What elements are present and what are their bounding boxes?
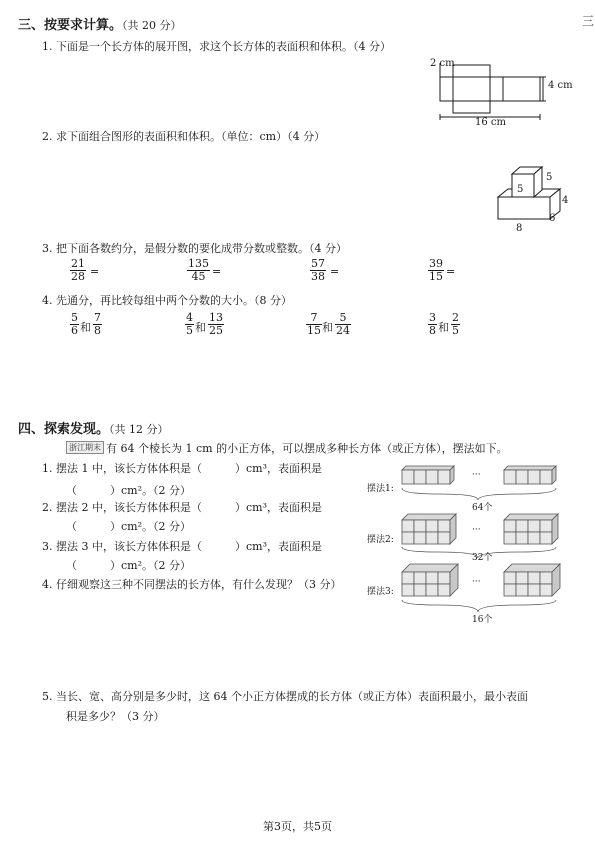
q4-pair4-b: $\frac{2}{5}$ <box>452 311 459 337</box>
s4-q1-line1: 1. 摆法 1 中，该长方体体积是（ ）cm³，表面积是 <box>42 462 322 475</box>
method3-count: 16个 <box>472 615 493 625</box>
method3-dots: ··· <box>472 577 481 587</box>
q4-pair1-b: $\frac{7}{8}$ <box>94 311 101 337</box>
solid-dim-cube-front: 5 <box>517 184 524 195</box>
q4-pair3-b: $\frac{5}{24}$ <box>336 311 350 337</box>
method1-label: 摆法1: <box>367 484 394 494</box>
method2-label: 摆法2: <box>367 535 394 545</box>
s4-q2-line1: 2. 摆法 2 中，该长方体体积是（ ）cm³，表面积是 <box>42 501 322 514</box>
q3-text: 3. 把下面各数约分，是假分数的要化成带分数或整数。（4 分） <box>42 242 347 255</box>
q2-text: 2. 求下面组合图形的表面积和体积。（单位：cm）（4 分） <box>42 130 326 143</box>
solid-dim-base-width: 8 <box>516 223 523 234</box>
q4-pair2-he: 和 <box>195 321 206 334</box>
method3-label: 摆法3: <box>367 587 394 597</box>
q1-text: 1. 下面是一个长方体的展开图，求这个长方体的表面积和体积。（4 分） <box>42 40 391 53</box>
s4-q5-line1: 5. 当长、宽、高分别是多少时，这 64 个小正方体摆成的长方体（或正方体）表面积最小，最小表面 <box>42 690 528 703</box>
solid-dim-base-height: 4 <box>562 195 569 206</box>
s4-q1-line2: （ ）cm²。（2 分） <box>66 484 191 497</box>
s4-q2-line2: （ ）cm²。（2 分） <box>66 520 191 533</box>
method2-dots: ··· <box>472 525 481 535</box>
q3-equals-3: = <box>330 265 340 278</box>
section4-title: 四、探索发现。 <box>18 422 110 437</box>
s4-q3-line2: （ ）cm²。（2 分） <box>66 559 191 572</box>
section4-points: （共 12 分） <box>109 423 169 436</box>
solid-dim-base-depth: 6 <box>549 213 556 224</box>
q4-pair3-a: $\frac{7}{15}$ <box>307 311 321 337</box>
method1-count: 64个 <box>472 503 493 513</box>
q4-text: 4. 先通分，再比较每组中两个分数的大小。（8 分） <box>42 294 292 307</box>
q3-fraction-3: $\frac{57}{38}$ <box>311 257 325 283</box>
method3-figure <box>398 562 563 614</box>
section3-title: 三、按要求计算。 <box>18 18 123 33</box>
combined-solid-figure <box>490 162 570 237</box>
page-footer: 第3页，共5页 <box>263 820 332 833</box>
corner-mark: 三 <box>582 14 595 28</box>
solid-dim-cube-side: 5 <box>546 172 553 183</box>
net-dim-length: 16 cm <box>475 117 506 128</box>
q3-fraction-2: $\frac{135}{45}$ <box>188 257 209 283</box>
method2-count: 32个 <box>472 553 493 563</box>
q4-pair1-a: $\frac{5}{6}$ <box>71 311 78 337</box>
section3-points: （共 20 分） <box>122 19 182 32</box>
section3-heading <box>18 14 182 33</box>
q3-equals-4: = <box>446 265 456 278</box>
q4-pair3-he: 和 <box>322 321 333 334</box>
q3-equals-2: = <box>212 265 222 278</box>
s4-q3-line1: 3. 摆法 3 中，该长方体体积是（ ）cm³，表面积是 <box>42 540 322 553</box>
s4-q4: 4. 仔细观察这三种不同摆法的长方体，有什么发现？（3 分） <box>42 578 342 591</box>
q3-equals-1: = <box>90 265 100 278</box>
s4-q5-line2: 积是多少？（3 分） <box>66 710 165 723</box>
net-dim-height: 4 cm <box>548 80 573 91</box>
q4-pair4-he: 和 <box>438 321 449 334</box>
source-tag: 浙江期末 <box>66 441 104 454</box>
section4-intro: 有 64 个棱长为 1 cm 的小正方体，可以摆成多种长方体（或正方体），摆法如下。 <box>106 442 508 455</box>
q4-pair2-a: $\frac{4}{5}$ <box>186 311 193 337</box>
q4-pair1-he: 和 <box>80 321 91 334</box>
q4-pair2-b: $\frac{13}{25}$ <box>209 311 223 337</box>
q4-pair4-a: $\frac{3}{8}$ <box>429 311 436 337</box>
section4-heading <box>18 418 169 437</box>
method1-dots: ··· <box>472 470 481 480</box>
q3-fraction-1: $\frac{21}{28}$ <box>71 257 85 283</box>
net-dim-width: 2 cm <box>430 58 455 69</box>
q3-fraction-4: $\frac{39}{15}$ <box>429 257 443 283</box>
